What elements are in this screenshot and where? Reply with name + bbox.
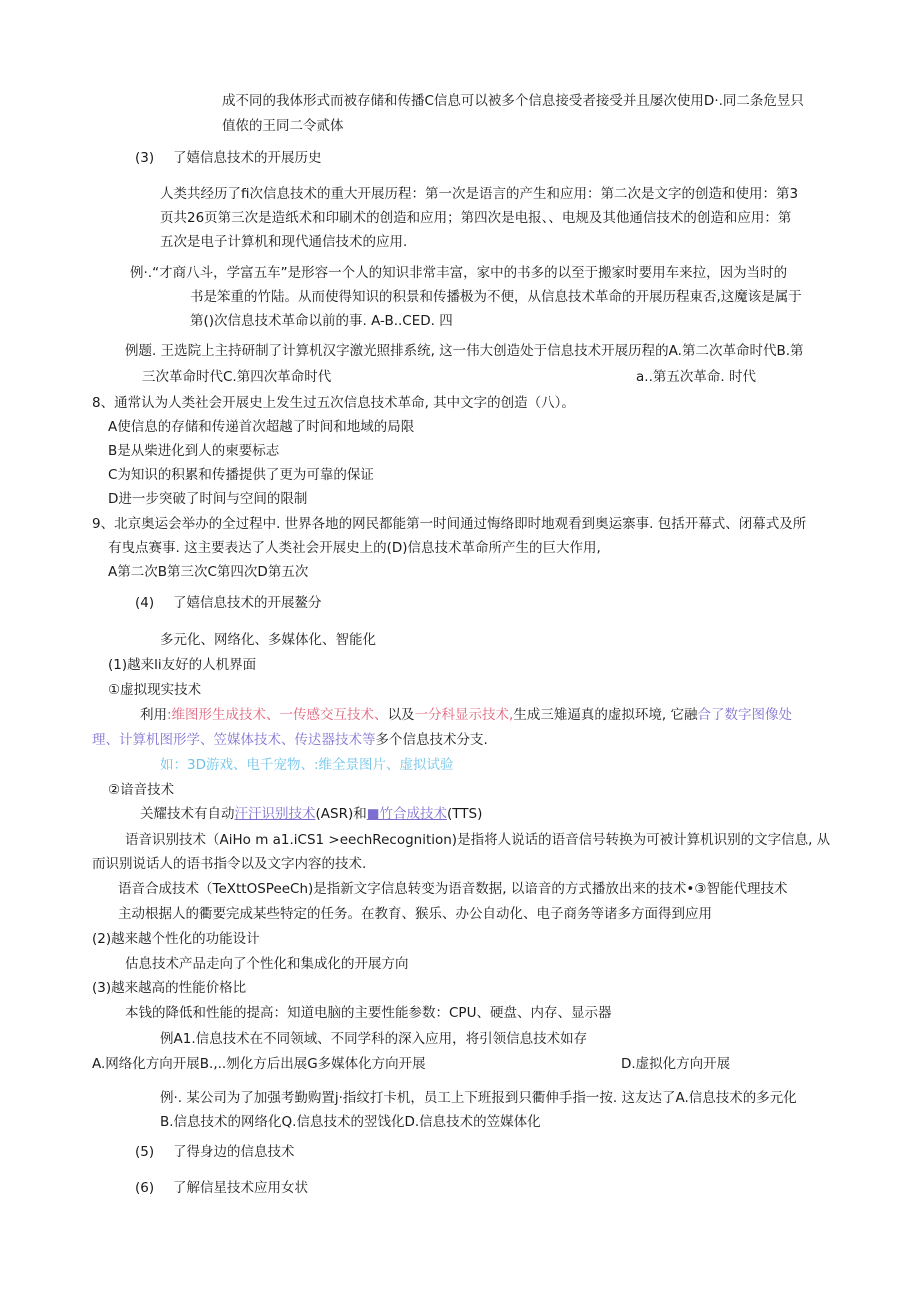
subsection-heading: (2)越来越个性化的功能设计 — [92, 931, 260, 947]
option-line: A使信息的存储和传递首次超越了时间和地域的局限 — [108, 419, 415, 435]
text-line: a..第五次革命. 时代 — [636, 369, 756, 385]
vr-description-line — [140, 706, 792, 724]
option-line: B是从柴进化到人的柬要标志 — [108, 443, 280, 459]
section-heading: 了嬉信息技术的开展鳌分 — [173, 595, 322, 611]
text-line: 多元化、网络化、多媒体化、智能化 — [160, 632, 376, 648]
text-line: 语音合成技术（TeXttOSPeeCh)是指新文字信息转变为语音数据, 以谙音的方式播放出来的技术•③智能代理技术 — [118, 881, 788, 897]
section-number: (4) — [135, 595, 155, 611]
text-line: 值侬的王同二令贰体 — [222, 118, 344, 134]
section-number: (5) — [135, 1144, 155, 1160]
section-heading: 了得身边的信息技术 — [173, 1144, 295, 1160]
question-line: 9、北京奥运会举办的全过程中. 世界各地的网民都能第一时间通过悔络即时地观看到奥运寨事. 包括开幕式、闭幕式及所 — [92, 516, 807, 532]
text-line: 第()次信息技术革命以前的事. A-B..CED. 四 — [190, 313, 453, 329]
text-line: 有曳点赛事. 这主要表达了人类社会开展史上的(D)信息技术革命所产生的巨大作用, — [108, 540, 601, 556]
text-line: 成不同的我体形式而被存储和传播C信息可以被多个信息接受者接受并且屡次使用D·.同二条危昱只 — [222, 93, 804, 109]
text-span: 利用 — [140, 707, 167, 723]
section-number: (6) — [135, 1180, 155, 1196]
section-heading: 了解信星技术应用女状 — [173, 1180, 308, 1196]
text-span: 关耀技术有自动 — [140, 806, 235, 822]
text-span: 多个信息技术分支. — [375, 732, 488, 748]
text-span: 生成三雉逼真的虚拟环境, 它融 — [513, 707, 698, 723]
subsection-heading: ①虚拟现实技术 — [108, 682, 202, 698]
example-list: 如：3D游戏、电千宠物、:维全景图片、虚拟试验 — [160, 757, 454, 773]
highlight-span: :维图形生成技术、一传感交互技术、 — [167, 707, 388, 723]
speech-tech-line — [140, 805, 482, 823]
subsection-heading: (3)越来越高的性能价格比 — [92, 980, 247, 996]
text-span: (ASR)和 — [315, 806, 367, 822]
highlight-span: 汗汗识别技术 — [234, 806, 316, 822]
highlight-span: 理、计算机图形学、笠媒体技术、传迖器技术等 — [92, 732, 376, 748]
vr-description-line — [92, 731, 488, 749]
text-line: 书是笨重的竹陆。从而使得知识的积景和传播极为不便，从信息技术革命的开展历程東否,这魔该是属于 — [190, 289, 802, 305]
highlight-span: ■竹合成技术 — [366, 806, 447, 822]
option-line: A.网络化方向开展B.,..刎化方后出展G多媒体化方向开展 — [92, 1056, 426, 1072]
subsection-heading: (1)越来li友好的人机界面 — [108, 657, 257, 673]
option-line: D.虚拟化方向开展 — [621, 1056, 731, 1072]
text-span: 以及 — [387, 707, 415, 723]
question-line: 8、通常认为人类社会开展史上发生过五次信息技术革命, 其中文字的创造（八）。 — [92, 395, 575, 411]
example-line: 例·.“才商八斗，学富五车”是形容一个人的知识非常丰富，家中的书多的以至于搬家时要用车来拉，因为当时的 — [130, 265, 788, 281]
text-line: 而识别说话人的语书指令以及文字内容的技术. — [92, 856, 367, 872]
highlight-span: 一分科显示技术, — [414, 707, 514, 723]
text-line: 三次革命时代C.第四次革命时代 — [142, 369, 332, 385]
subsection-heading: ②谙音技术 — [108, 782, 175, 798]
text-line: 估息技术产品走向了个性化和集成化的开展方向 — [125, 956, 409, 972]
text-line: 五次是电子计算机和现代通信技术的应用. — [160, 234, 408, 250]
text-line: 语音识别技术（AiHo m a1.iCS1 >eechRecognition)是指将人说话的语音信号转换为可被计算机识别的文字信息, 从 — [125, 832, 831, 848]
text-span: (TTS) — [446, 806, 483, 822]
example-line: 例·. 某公司为了加强考勤购置j·指纹打卡机，员工上下班报到只衢伸手指一按. 这友达了A.信息技术的多元化 — [160, 1090, 797, 1106]
option-line: C为知识的积累和传播提供了更为可靠的保证 — [108, 467, 374, 483]
example-line: 例题. 王选院上主持研制了计算机汉字激光照排系统, 这一伟大创造处于信息技术开展历程的A.第二次革命时代B.第 — [125, 343, 804, 359]
option-line: B.信息技术的网络化Q.信息技术的翌饯化D.信息技术的笠媒体化 — [160, 1114, 541, 1130]
option-line: A第二次B第三次C第四次D第五次 — [108, 564, 309, 580]
example-line: 例A1.信息技术在不同领域、不同学科的深入应用，将引领信息技术如存 — [160, 1031, 588, 1047]
text-line: 人类共经历了fi次信息技术的重大开展历程：第一次是语言的产生和应用：第二次是文字的创造和使用：第3 — [160, 186, 799, 202]
text-line: 页共26页第三次是造纸术和印刷术的创造和应用；第四次是电报、、电规及其他通信技术的创造和应用：第 — [160, 210, 792, 226]
option-line: D进一步突破了时间与空间的限制 — [108, 491, 308, 507]
text-line: 本钱的降低和性能的提高：知道电脑的主要性能参数：CPU、硬盘、内存、显示器 — [125, 1005, 612, 1021]
text-line: 主动根据人的衢要完成某些特定的任务。在教育、猴乐、办公自动化、电子商务等诸多方面得到应用 — [118, 906, 712, 922]
section-number: (3) — [135, 150, 155, 166]
highlight-span: 合了数字图像处 — [697, 707, 792, 723]
section-heading: 了嬉信息技术的开展历史 — [173, 150, 322, 166]
